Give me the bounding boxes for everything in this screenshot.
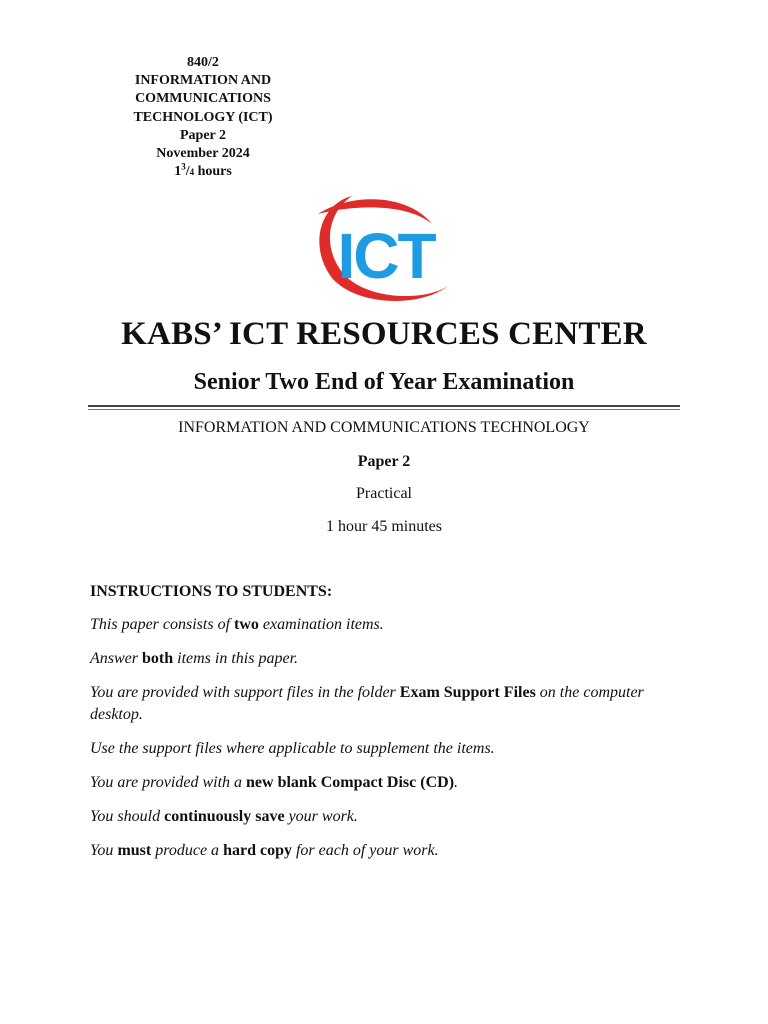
ict-swoosh-logo-icon — [312, 190, 458, 306]
exam-paper: Paper 2 — [357, 453, 411, 470]
header-subject-line-1: INFORMATION AND — [134, 73, 272, 89]
duration-unit: hours — [194, 164, 232, 180]
title-divider-thin — [88, 409, 680, 410]
duration-denominator: 4 — [189, 167, 195, 178]
header-subject-line-3: TECHNOLOGY (ICT) — [133, 109, 273, 125]
instruction-item: You must produce a hard copy for each of your work. — [90, 842, 439, 859]
school-name-title: KABS’ ICT RESOURCES CENTER — [121, 316, 647, 352]
instruction-item: You are provided with support files in the folder Exam Support Files on the computer desktop. — [90, 684, 644, 723]
exam-type: Practical — [356, 485, 412, 502]
instructions-heading: INSTRUCTIONS TO STUDENTS: — [90, 583, 333, 600]
exam-duration: 1 hour 45 minutes — [326, 518, 442, 535]
instruction-item: You are provided with a new blank Compact Disc (CD). — [90, 774, 459, 791]
exam-code: 840/2 — [187, 55, 219, 70]
duration-whole: 1 — [174, 164, 182, 180]
instruction-item: This paper consists of two examination items. — [90, 616, 384, 633]
instruction-item: You should continuously save your work. — [90, 808, 358, 825]
logo-text: ICT — [337, 220, 435, 292]
title-divider — [88, 405, 680, 407]
header-date: November 2024 — [156, 146, 250, 162]
instruction-item: Answer both items in this paper. — [90, 650, 299, 667]
header-subject-line-2: COMMUNICATIONS — [135, 91, 271, 107]
header-duration — [112, 163, 294, 181]
header-paper: Paper 2 — [179, 127, 226, 143]
instructions-section — [90, 583, 680, 874]
exam-header-block — [112, 54, 294, 181]
exam-subject: INFORMATION AND COMMUNICATIONS TECHNOLOGY — [178, 419, 590, 436]
instruction-item: Use the support files where applicable to supplement the items. — [90, 740, 495, 757]
duration-numerator: 3 — [181, 161, 186, 172]
duration-slash: / — [185, 164, 190, 180]
exam-title: Senior Two End of Year Examination — [193, 369, 575, 395]
